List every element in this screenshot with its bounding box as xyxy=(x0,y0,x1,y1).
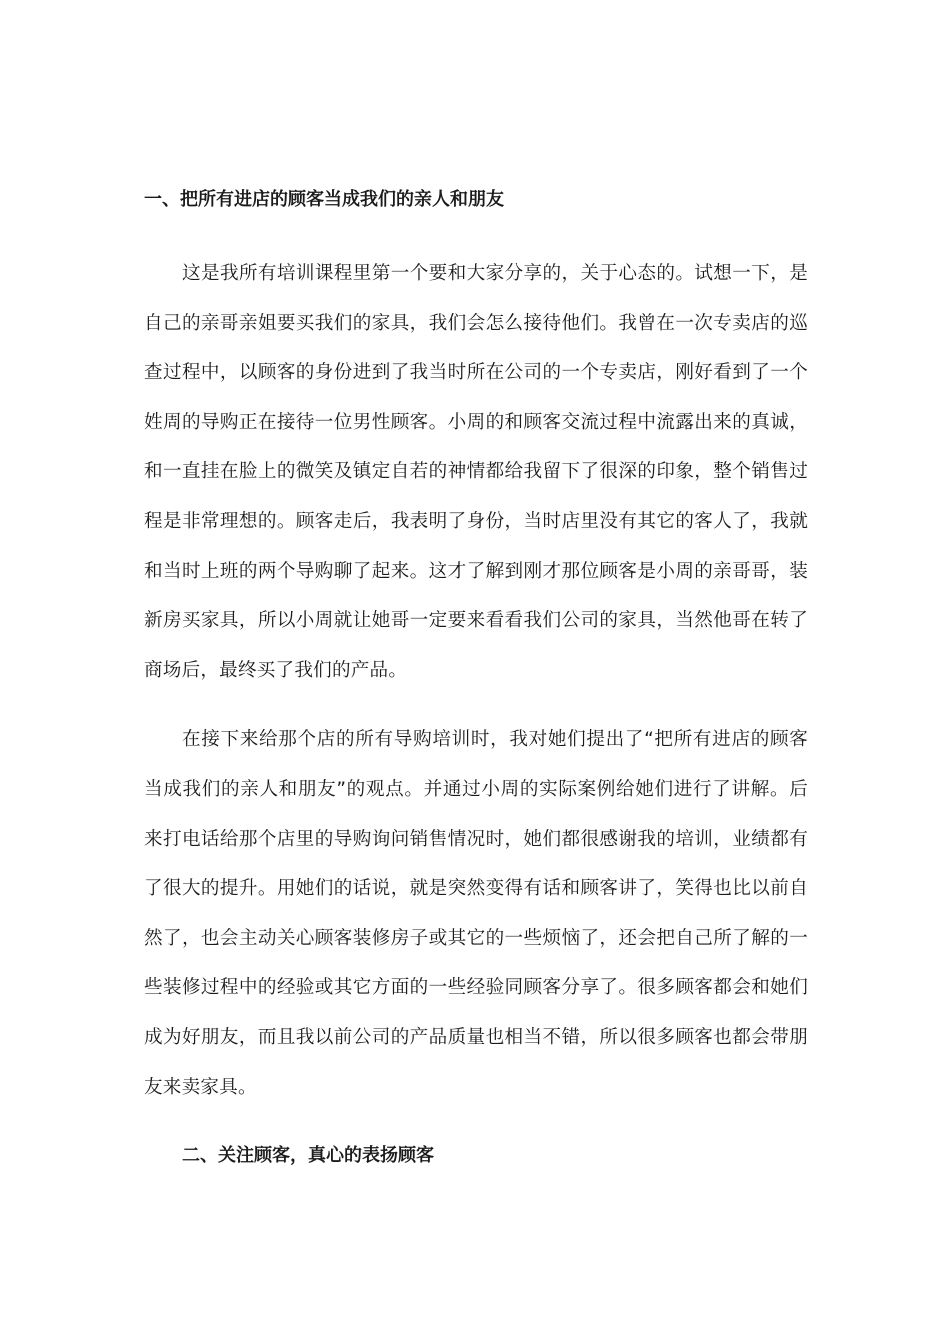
spacer xyxy=(144,219,808,249)
section-heading-2: 二、关注顾客，真心的表扬顾客 xyxy=(182,1145,434,1167)
spacer xyxy=(144,695,808,715)
paragraph-1: 这是我所有培训课程里第一个要和大家分享的，关于心态的。试想一下，是自己的亲哥亲姐要买我们的家具，我们会怎么接待他们。我曾在一次专卖店的巡查过程中，以顾客的身份进到了我当时所在公司的一个专卖店，刚好看到了一个姓周的导购正在接待一位男性顾客。小周的和顾客交流过程中流露出来的真诚，和一直挂在脸上的微笑及镇定自若的神情都给我留下了很深的印象，整个销售过程是非常理想的。顾客走后，我表明了身份，当时店里没有其它的客人了，我就和当时上班的两个导购聊了起来。这才了解到刚才那位顾客是小周的亲哥哥，装新房买家具，所以小周就让她哥一定要来看看我们公司的家具，当然他哥在转了商场后，最终买了我们的产品。 xyxy=(144,263,808,681)
paragraph-2: 在接下来给那个店的所有导购培训时，我对她们提出了“把所有进店的顾客当成我们的亲人和朋友”的观点。并通过小周的实际案例给她们进行了讲解。后来打电话给那个店里的导购询问销售情况时，她们都很感谢我的培训，业绩都有了很大的提升。用她们的话说，就是突然变得有话和顾客讲了，笑得也比以前自然了，也会主动关心顾客装修房子或其它的一些烦恼了，还会把自己所了解的一些装修过程中的经验或其它方面的一些经验同顾客分享了。很多顾客都会和她们成为好朋友，而且我以前公司的产品质量也相当不错，所以很多顾客也都会带朋友来卖家具。 xyxy=(144,729,808,1098)
section-heading-1: 一、把所有进店的顾客当成我们的亲人和朋友 xyxy=(144,189,504,210)
spacer xyxy=(144,1112,808,1137)
document-body xyxy=(144,181,808,1175)
